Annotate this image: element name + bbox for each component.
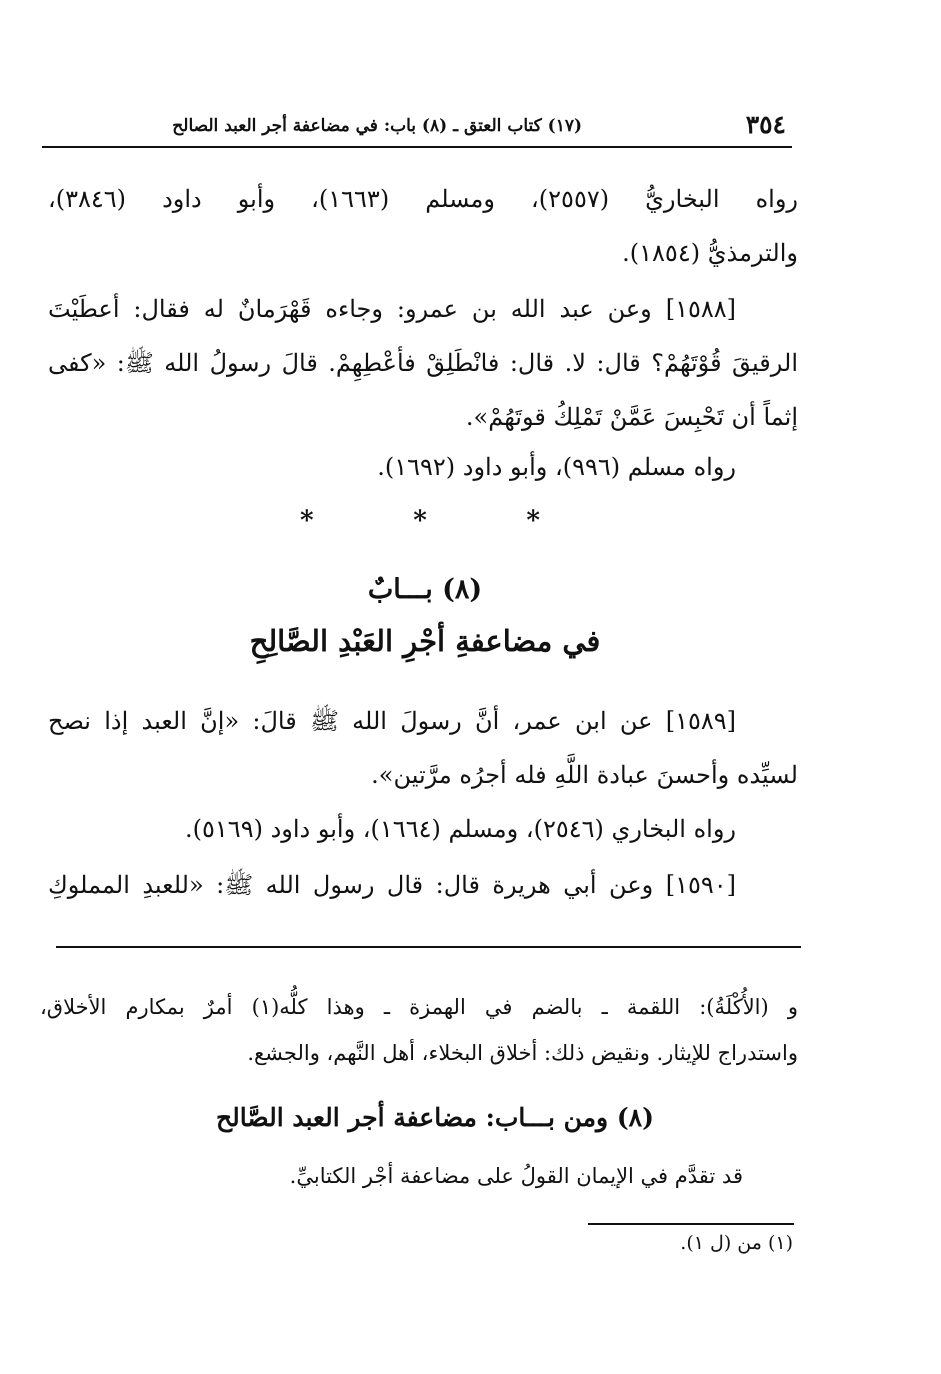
paragraph-5 — [48, 802, 798, 856]
paragraph-line: [١٥٨٨] وعن عبد الله بن عمرو: وجاءه قَهْرَمانٌ له فقال: أعطَيْتَ — [48, 295, 736, 323]
paragraph-line: لسيِّده وأحسنَ عبادة اللَّهِ فله أجرُه مرَّتين». — [371, 761, 798, 789]
section-separator — [300, 506, 540, 536]
hadith-1588 — [48, 282, 798, 444]
notes-heading: (٨) ومن بـــاب: مضاعفة أجر العبد الصَّالح — [216, 1103, 654, 1132]
footnote-divider — [588, 1223, 794, 1225]
separator-star: * — [526, 506, 540, 536]
paragraph-line: [١٥٩٠] وعن أبي هريرة قال: قال رسول الله ﷺ: «للعبدِ المملوكِ — [48, 871, 736, 899]
paragraph-line: إثماً أن تَحْبِسَ عَمَّنْ تَمْلِكُ قوتَهُمْ». — [465, 403, 798, 431]
footnote: (١) من (ل ١). — [680, 1232, 793, 1254]
running-title: (١٧) كتاب العتق ـ (٨) باب: في مضاعفة أجر العبد الصالح — [172, 116, 582, 136]
header-rule — [42, 146, 792, 148]
hadith-1590 — [48, 858, 798, 912]
paragraph-line: [١٥٨٩] عن ابن عمر، أنَّ رسولَ الله ﷺ قالَ: «إنَّ العبد إذا نصح — [48, 707, 736, 735]
paragraph-line: والترمذيُّ (١٨٥٤). — [622, 239, 798, 267]
notes-line: واستدراج للإيثار. ونقيض ذلك: أخلاق البخلاء، أهل النَّهم، والجشع. — [247, 1041, 798, 1065]
notes-line: قد تقدَّم في الإيمان القولُ على مضاعفة أجْر الكتابيِّ. — [289, 1164, 743, 1188]
commentary-notes — [40, 984, 798, 1076]
paragraph-line: رواه البخاري (٢٥٤٦)، ومسلم (١٦٦٤)، وأبو داود (٥١٦٩). — [185, 815, 736, 843]
paragraph-line: رواه مسلم (٩٩٦)، وأبو داود (١٦٩٢). — [377, 453, 736, 481]
separator-star: * — [413, 506, 427, 536]
page-number: ٣٥٤ — [745, 110, 786, 139]
paragraph-line: رواه البخاريُّ (٢٥٥٧)، ومسلم (١٦٦٣)، وأبو داود (٣٨٤٦)، — [48, 185, 798, 213]
notes-line: و (الأُكْلَةُ): اللقمة ـ بالضم في الهمزة ـ وهذا كلُّه(١) أمرٌ بمكارم الأخلاق، — [40, 995, 798, 1019]
paragraph-1 — [48, 172, 798, 280]
chapter-number: (٨) بـــابٌ — [367, 574, 483, 605]
separator-star: * — [300, 506, 314, 536]
notes-divider — [56, 946, 801, 948]
hadith-1589 — [48, 694, 798, 802]
page-header — [40, 110, 792, 146]
paragraph-line: الرقيقَ قُوْتَهُمْ؟ قال: لا. قال: فانْطَلِقْ فأعْطِهِمْ. قالَ رسولُ الله ﷺ: «كفى — [48, 349, 798, 377]
chapter-title: في مضاعفةِ أجْرِ العَبْدِ الصَّالِحِ — [249, 624, 601, 658]
paragraph-3 — [48, 440, 798, 494]
